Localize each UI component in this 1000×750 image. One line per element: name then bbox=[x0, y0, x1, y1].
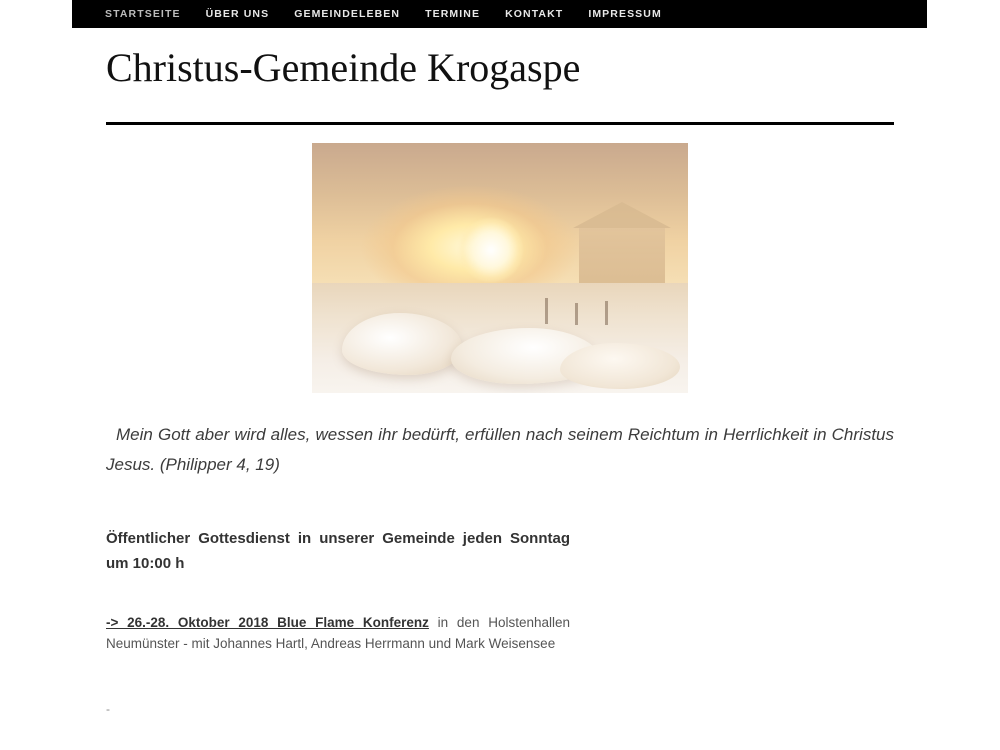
page-content bbox=[106, 28, 894, 728]
snow-mound-shape bbox=[560, 343, 680, 389]
shrub-shape bbox=[605, 301, 608, 325]
page-title: Christus-Gemeinde Krogaspe bbox=[106, 45, 581, 90]
service-times-text: Öffentlicher Gottesdienst in unserer Gemeinde jeden Sonntag um 10:00 h bbox=[106, 530, 570, 572]
trailing-text: - bbox=[106, 702, 110, 716]
shrub-shape bbox=[545, 298, 548, 324]
nav-item-startseite[interactable]: STARTSEITE bbox=[105, 8, 181, 20]
top-navigation-bar bbox=[72, 0, 927, 28]
title-divider bbox=[106, 122, 894, 125]
nav-item-termine[interactable]: TERMINE bbox=[425, 8, 481, 20]
hero-image-container bbox=[106, 143, 894, 393]
nav-item-ueber-uns[interactable]: ÜBER UNS bbox=[205, 8, 270, 20]
bible-verse: Mein Gott aber wird alles, wessen ihr bedürft, erfüllen nach seinem Reichtum in Herrlichkeit in Christus Jesus. (Philipper 4, 19) bbox=[106, 425, 894, 474]
hero-image bbox=[312, 143, 688, 393]
nav-item-gemeindeleben[interactable]: GEMEINDELEBEN bbox=[294, 8, 401, 20]
nav-item-impressum[interactable]: IMPRESSUM bbox=[588, 8, 662, 20]
snow-mound-shape bbox=[342, 313, 462, 375]
event-announcement bbox=[106, 612, 570, 654]
event-link[interactable]: -> 26.-28. Oktober 2018 Blue Flame Konferenz bbox=[106, 615, 429, 630]
text-column bbox=[106, 526, 570, 716]
nav-item-kontakt[interactable]: KONTAKT bbox=[505, 8, 564, 20]
event-description: in den Holstenhallen Neumünster - mit Johannes Hartl, Andreas Herrmann und Mark Weisensee bbox=[106, 615, 570, 651]
shrub-shape bbox=[575, 303, 578, 325]
